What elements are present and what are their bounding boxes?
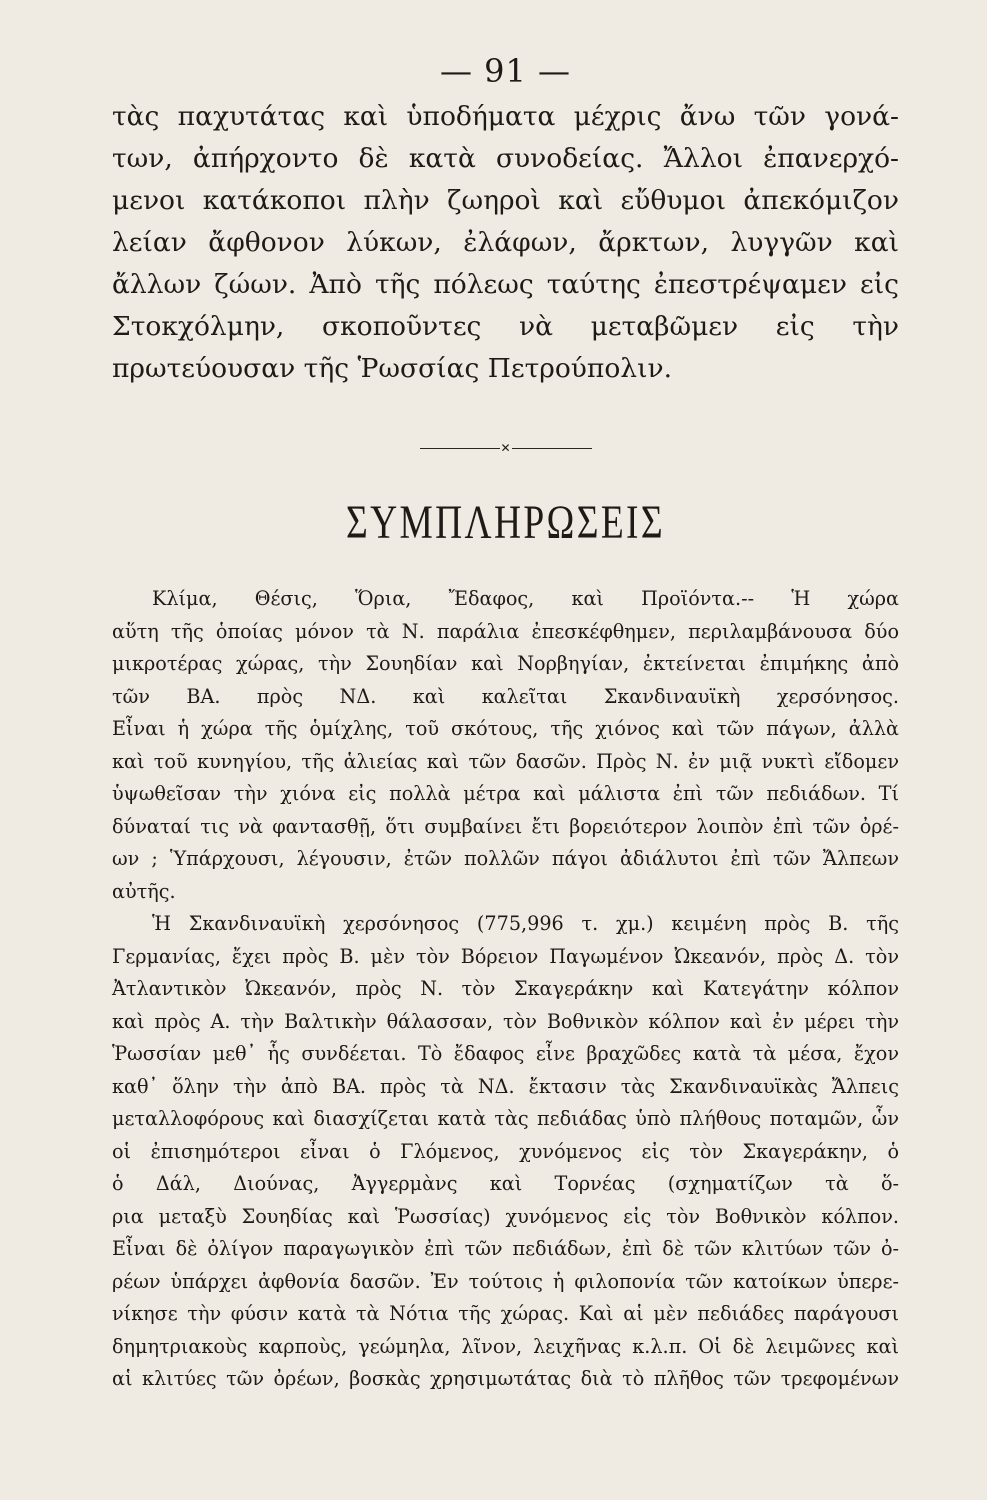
text-line: ὁ Δάλ, Διούνας, Ἀγγερμὰνς καὶ Τορνέας (σχηματίζων τὰ ὅ-	[112, 1172, 899, 1195]
body-text	[112, 583, 899, 1396]
divider-ornament: ✕	[500, 441, 511, 455]
text-line: πρωτεύουσαν τῆς Ῥωσσίας Πετρούπολιν.	[112, 353, 672, 384]
text-line: ρια μεταξὺ Σουηδίας καὶ Ῥωσσίας) χυνόμενος εἰς τὸν Βοθνικὸν κόλπον.	[112, 1204, 899, 1228]
text-line: Εἶναι ἡ χώρα τῆς ὁμίχλης, τοῦ σκότους, τῆς χιόνος καὶ τῶν πάγων, ἀλλὰ	[112, 717, 899, 740]
text-line: καθ᾽ ὅλην τὴν ἀπὸ ΒΑ. πρὸς τὰ ΝΔ. ἔκτασιν τὰς Σκανδιναυϊκὰς Ἄλπεις	[112, 1074, 899, 1098]
page-number: — 91 —	[439, 52, 572, 90]
text-line: μενοι κατάκοποι πλὴν ζωηροὶ καὶ εὔθυμοι ἀπεκόμιζον	[112, 185, 899, 216]
text-line: Ἀτλαντικὸν Ὠκεανόν, πρὸς Ν. τὸν Σκαγεράκην καὶ Κατεγάτην κόλπον	[112, 977, 899, 1000]
text-line: δημητριακοὺς καρποὺς, γεώμηλα, λῖνον, λειχῆνας κ.λ.π. Οἱ δὲ λειμῶνες καὶ	[112, 1334, 899, 1358]
text-line: των, ἀπήρχοντο δὲ κατὰ συνοδείας. Ἄλλοι ἐπανερχό-	[112, 143, 899, 174]
text-line: Εἶναι δὲ ὀλίγον παραγωγικὸν ἐπὶ τῶν πεδιάδων, ἐπὶ δὲ τῶν κλιτύων τῶν ὀ-	[112, 1237, 899, 1260]
text-line: ὑψωθεῖσαν τὴν χιόνα εἰς πολλὰ μέτρα καὶ μάλιστα ἐπὶ τῶν πεδιάδων. Τί	[112, 782, 899, 805]
text-line: ἄλλων ζώων. Ἀπὸ τῆς πόλεως ταύτης ἐπεστρέψαμεν εἰς	[112, 269, 899, 300]
text-line: τῶν ΒΑ. πρὸς ΝΔ. καὶ καλεῖται Σκανδιναυϊκὴ χερσόνησος.	[112, 684, 899, 708]
section-title: ΣΥΜΠΛΗΡΩΣΕΙΣ	[346, 496, 665, 549]
text-line: μικροτέρας χώρας, τὴν Σουηδίαν καὶ Νορβηγίαν, ἐκτείνεται ἐπιμήκης ἀπὸ	[112, 652, 899, 675]
text-line: νίκησε τὴν φύσιν κατὰ τὰ Νότια τῆς χώρας. Καὶ αἱ μὲν πεδιάδες παράγουσι	[112, 1302, 899, 1325]
text-line: δύναταί τις νὰ φαντασθῇ, ὅτι συμβαίνει ἔτι βορειότερον λοιπὸν ἐπὶ τῶν ὀρέ-	[112, 814, 899, 838]
section-divider	[420, 441, 592, 455]
text-line: ων ; Ὑπάρχουσι, λέγουσιν, ἐτῶν πολλῶν πάγοι ἀδιάλυτοι ἐπὶ τῶν Ἄλπεων	[112, 847, 899, 870]
text-line: αἱ κλιτύες τῶν ὀρέων, βοσκὰς χρησιμωτάτας διὰ τὸ πλῆθος τῶν τρεφομένων	[112, 1367, 899, 1390]
text-line: Ἡ Σκανδιναυϊκὴ χερσόνησος (775,996 τ. χμ.) κειμένη πρὸς Β. τῆς	[152, 912, 899, 935]
text-line: καὶ τοῦ κυνηγίου, τῆς ἁλιείας καὶ τῶν δασῶν. Πρὸς Ν. ἐν μιᾷ νυκτὶ εἴδομεν	[112, 749, 899, 773]
intro-paragraph	[112, 96, 899, 390]
text-line: λείαν ἄφθονον λύκων, ἐλάφων, ἄρκτων, λυγγῶν καὶ	[112, 227, 899, 258]
text-line: ρέων ὑπάρχει ἀφθονία δασῶν. Ἐν τούτοις ἡ φιλοπονία τῶν κατοίκων ὑπερε-	[112, 1269, 899, 1293]
text-line: Ῥωσσίαν μεθ᾽ ἧς συνδέεται. Τὸ ἔδαφος εἶνε βραχῶδες κατὰ τὰ μέσα, ἔχον	[112, 1042, 899, 1065]
text-line: τὰς παχυτάτας καὶ ὑποδήματα μέχρις ἄνω τῶν γονά-	[112, 101, 899, 132]
text-line: Κλίμα, Θέσις, Ὅρια, Ἔδαφος, καὶ Προϊόντα.-- Ἡ χώρα	[152, 587, 899, 610]
text-line: αὕτη τῆς ὁποίας μόνον τὰ Ν. παράλια ἐπεσκέφθημεν, περιλαμβάνουσα δύο	[112, 619, 899, 643]
text-line: αὐτῆς.	[112, 879, 176, 903]
text-line: οἱ ἐπισημότεροι εἶναι ὁ Γλόμενος, χυνόμενος εἰς τὸν Σκαγεράκην, ὁ	[112, 1139, 899, 1163]
text-line: μεταλλοφόρους καὶ διασχίζεται κατὰ τὰς πεδιάδας ὑπὸ πλήθους ποταμῶν, ὧν	[112, 1107, 899, 1130]
text-line: Στοκχόλμην, σκοποῦντες νὰ μεταβῶμεν εἰς τὴν	[112, 311, 899, 342]
text-line: Γερμανίας, ἔχει πρὸς Β. μὲν τὸν Βόρειον Παγωμένον Ὠκεανόν, πρὸς Δ. τὸν	[112, 944, 899, 968]
text-line: καὶ πρὸς Α. τὴν Βαλτικὴν θάλασσαν, τὸν Βοθνικὸν κόλπον καὶ ἐν μέρει τὴν	[112, 1009, 899, 1033]
